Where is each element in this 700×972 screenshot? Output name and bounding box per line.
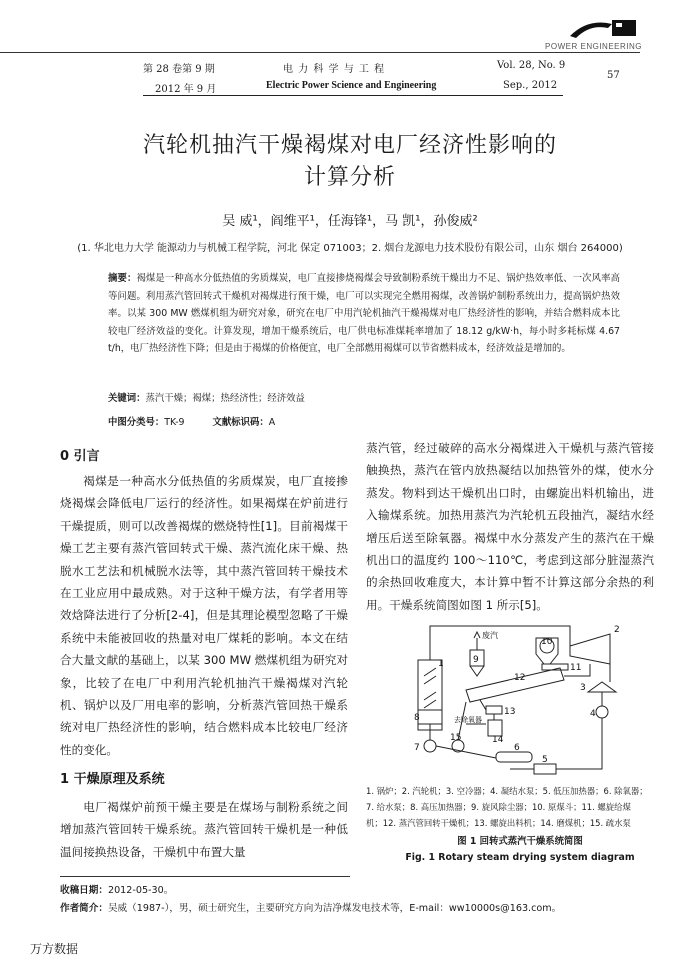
section-0-heading: 0 引言 (60, 449, 100, 464)
condensate-pump-4 (596, 706, 608, 718)
article-title-line2: 计算分析 (303, 165, 396, 190)
node-2: 2 (614, 625, 620, 635)
page-number: 57 (607, 70, 620, 81)
volume-cn: 第 28 卷第 9 期 (143, 64, 215, 75)
journal-en: Electric Power Science and Engineering (266, 80, 437, 91)
doccode: A (268, 417, 276, 428)
header-rule (143, 95, 563, 96)
feed-pump-7 (424, 740, 436, 752)
affiliations: (1. 华北电力大学 能源动力与机械工程学院，河北 保定 071003；2. 烟台龙源电力技术股份有限公司，山东 烟台 264000) (77, 243, 623, 254)
node-12: 12 (514, 673, 526, 683)
lp-heater-5 (534, 764, 556, 774)
abstract-text: 褐煤是一种高水分低热值的劣质煤炭，电厂直接掺烧褐煤会导致制粉系统干燥出力不足、锅炉热效率低、一次风率高等问题。利用蒸汽管回转式干燥机对褐煤进行预干燥，电厂可以实现完全燃用褐煤，改善锅炉制粉系统出力，提高锅炉热效率。以某 300 MW 燃煤机组为研究对象，研究在电厂中用汽轮机抽汽干燥褐煤对电厂热经济性的影响，并结合燃料成本比较电厂经济效益的变化。计算发现，增加干燥系统后，电厂供电标准煤耗率增加了 18.12 g/kW·h，每小时多耗标煤 4.67 t/h，电厂热经济性下降；但是由于褐煤的价格便宜，电厂全部燃用褐煤可以节省燃料成本，经济效益是增加的。 (108, 273, 620, 354)
node-7: 7 (414, 743, 420, 753)
volume-en: Vol. 28, No. 9 (497, 60, 566, 71)
received-date: 2012-05-30。 (107, 885, 174, 896)
node-3: 3 (580, 683, 586, 693)
node-15: 15 (450, 733, 462, 743)
abstract (108, 270, 620, 358)
right-column-para: 蒸汽管，经过破碎的高水分褐煤进入干燥机与蒸汽管接触换热，蒸汽在管内放热凝结以加热管外的煤，使水分蒸发。物料到达干燥机出口时，由螺旋出料机输出，进入输煤系统。加热用蒸汽为汽轮机五段抽汽，凝结水经增压后送至除氧器。褐煤中水分蒸发产生的蒸汽在干燥机出口的温度约 100～110℃，考虑到这部分脏湿蒸汽的余热回收难度大，本计算中暂不计算这部分余热的利用。干燥系统简图如图 1 所示[5]。 (366, 441, 654, 612)
boiler-1 (418, 660, 442, 730)
node-5: 5 (542, 755, 548, 765)
legend-line-1: 1. 锅炉；2. 汽轮机；3. 空冷器；4. 凝结水泵；5. 低压加热器；6. 除氧器； (366, 786, 648, 796)
author-info: 吴威（1987-），男，硕士研究生，主要研究方向为洁净煤发电技术等，E-mail：ww10000s@163.com。 (107, 903, 562, 914)
turbine-2 (570, 634, 610, 664)
authors: 吴 威¹，阎维平¹，任海锋¹，马 凯¹，孙俊威² (222, 214, 478, 229)
masthead (0, 0, 700, 55)
deaerator-6 (496, 752, 532, 762)
author-info-label: 作者简介： (60, 903, 108, 914)
keywords: 蒸汽干燥；褐煤；热经济性；经济效益 (145, 393, 305, 404)
section-0-para: 褐煤是一种高水分低热值的劣质煤炭，电厂直接掺烧褐煤会降低电厂运行的经济性。如果褐煤在炉前进行干燥提质，则可以改善褐煤的燃烧特性[1]。目前褐煤干燥工艺主要有蒸汽管回转式干燥、蒸汽流化床干燥、热脱水工艺法和机械脱水法等，其中蒸汽管回转干燥技术在工业应用中最成熟。对于这种干燥方法，有学者用等效焓降法进行了分析[2-4]，但是其理论模型忽略了干燥系统中未能被回收的热量对电厂煤耗的影响。本文在结合大量文献的基础上，以某 300 MW 燃煤机组为研究对象，比较了在电厂中利用汽轮机抽汽干燥褐煤对汽轮机、锅炉以及厂用电率的影响，分析蒸汽管回热干燥系统对电厂热经济性的影响，结合燃料成本比较电厂经济性的变化。 (60, 474, 348, 757)
label-exhaust: 废汽 (482, 631, 498, 640)
figure-caption-en: Fig. 1 Rotary steam drying system diagram (405, 852, 635, 863)
received-line (60, 882, 173, 896)
node-4: 4 (590, 709, 596, 719)
node-10: 10 (541, 637, 553, 647)
article-title-line1: 汽轮机抽汽干燥褐煤对电厂经济性影响的 (142, 133, 557, 158)
date-cn: 2012 年 9 月 (155, 84, 217, 95)
section-1-heading: 1 干燥原理及系统 (60, 772, 165, 787)
clc-code: TK-9 (164, 417, 185, 428)
author-info-line (60, 900, 561, 914)
figure-caption-cn: 图 1 回转式蒸汽干燥系统简图 (457, 836, 583, 847)
masthead-brand: POWER ENGINEERING (545, 42, 642, 51)
section-1-body (60, 796, 348, 863)
node-9: 9 (473, 655, 479, 665)
date-en: Sep., 2012 (503, 80, 558, 91)
screw-discharger-13 (486, 706, 502, 714)
label-to-deaerator: 去除氧器 (454, 716, 482, 724)
power-engineering-logo-icon (568, 14, 638, 40)
node-13: 13 (504, 707, 516, 717)
right-column-body (366, 437, 654, 616)
abstract-label: 摘要： (108, 273, 137, 284)
watermark: 万方数据 (30, 942, 79, 956)
journal-cn: 电 力 科 学 与 工 程 (283, 64, 386, 75)
node-8: 8 (414, 713, 420, 723)
masthead-rule (0, 52, 640, 53)
section-1-para: 电厂褐煤炉前预干燥主要是在煤场与制粉系统之间增加蒸汽管回转干燥系统。蒸汽管回转干燥机是一种低温间接换热设备，干燥机中布置大量 (60, 800, 348, 859)
keywords-label: 关键词： (108, 393, 146, 404)
clc-label: 中图分类号： (108, 417, 165, 428)
footnote-rule (60, 876, 350, 877)
node-6: 6 (514, 743, 520, 753)
node-11: 11 (570, 663, 582, 673)
boiler-tubes (424, 668, 436, 708)
figure-1-diagram (410, 616, 630, 780)
classification-line (108, 414, 275, 428)
section-0-body (60, 470, 348, 761)
node-1: 1 (438, 659, 444, 669)
figure-legend (366, 783, 656, 831)
node-14: 14 (492, 735, 504, 745)
coal-mill-14 (488, 720, 502, 736)
doccode-label: 文献标识码： (212, 417, 269, 428)
legend-line-3: 机；12. 蒸汽管回转干燥机；13. 螺旋出料机；14. 磨煤机；15. 疏水泵 (366, 818, 631, 828)
received-label: 收稿日期： (60, 885, 108, 896)
legend-line-2: 7. 给水泵；8. 高压加热器；9. 旋风除尘器；10. 原煤斗；11. 螺旋给煤 (366, 802, 631, 812)
keywords-line (108, 390, 305, 404)
air-cooler-3 (588, 682, 616, 692)
hp-heater-8 (418, 710, 442, 724)
